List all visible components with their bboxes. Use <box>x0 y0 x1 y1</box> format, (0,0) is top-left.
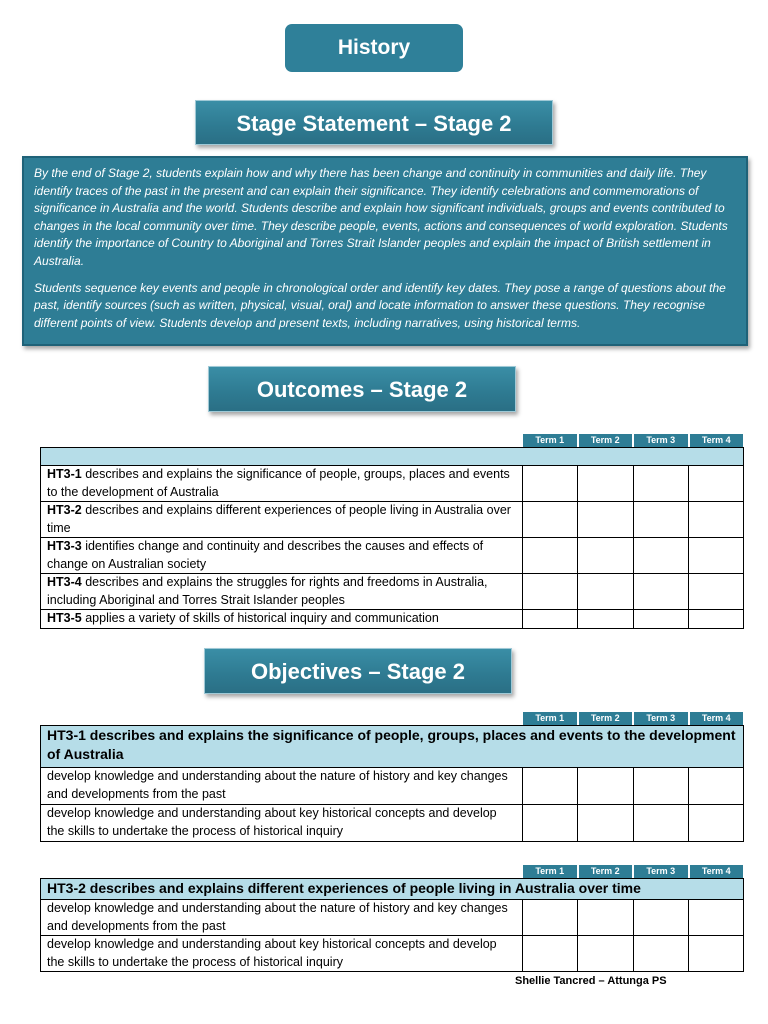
objective-text: develop knowledge and understanding about the nature of history and key changes and developments from the past <box>41 768 523 805</box>
footer-credit: Shellie Tancred – Attunga PS <box>515 975 667 987</box>
objectives-term-header <box>522 711 744 725</box>
outcome-code: HT3-3 <box>47 539 82 553</box>
term-cell[interactable] <box>688 466 743 502</box>
term-label: Term 3 <box>633 711 689 725</box>
term-label: Term 4 <box>689 864 745 878</box>
table-row <box>41 502 744 538</box>
outcome-description: identifies change and continuity and describes the causes and effects of change on Australian society <box>47 539 484 571</box>
objective-text: develop knowledge and understanding about key historical concepts and develop the skills to undertake the process of historical inquiry <box>41 805 523 842</box>
outcome-text <box>41 502 523 538</box>
outcome-description: applies a variety of skills of historical inquiry and communication <box>81 611 439 625</box>
term-cell[interactable] <box>578 466 633 502</box>
term-cell[interactable] <box>633 574 688 610</box>
term-cell[interactable] <box>523 610 578 629</box>
term-label: Term 2 <box>578 711 634 725</box>
term-cell[interactable] <box>688 936 743 972</box>
table-row <box>41 768 744 805</box>
outcomes-term-header <box>522 433 744 447</box>
term-label: Term 2 <box>578 433 634 447</box>
term-label: Term 2 <box>578 864 634 878</box>
stage-statement-paragraph: By the end of Stage 2, students explain how and why there has been change and continuity in communities and daily life. They identify traces of the past in the present and can explain their significance. They identify celebrations and commemorations of significance in Australia and the world. Students describe and explain how significant individuals, groups and events contributed to changes in the local community over time. They describe people, events, actions and consequences of world exploration. Students identify the importance of Country to Aboriginal and Torres Strait Islander peoples and explain the impact of British settlement in Australia. <box>34 166 728 268</box>
term-cell[interactable] <box>578 502 633 538</box>
term-label: Term 3 <box>633 864 689 878</box>
objectives-table-ht3-2 <box>40 878 744 972</box>
objective-group-title: HT3-2 describes and explains different experiences of people living in Australia over time <box>41 879 744 900</box>
term-cell[interactable] <box>523 936 578 972</box>
outcome-description: describes and explains different experiences of people living in Australia over time <box>47 503 511 535</box>
term-cell[interactable] <box>633 805 688 842</box>
term-cell[interactable] <box>578 768 633 805</box>
term-label: Term 4 <box>689 711 745 725</box>
term-cell[interactable] <box>578 538 633 574</box>
objective-group-header <box>41 726 744 768</box>
objectives-table-ht3-1 <box>40 725 744 842</box>
term-cell[interactable] <box>578 610 633 629</box>
term-cell[interactable] <box>523 466 578 502</box>
table-header-row <box>41 448 744 466</box>
outcome-code: HT3-5 <box>47 611 82 625</box>
term-label: Term 3 <box>633 433 689 447</box>
table-row <box>41 936 744 972</box>
outcome-code: HT3-1 <box>47 467 82 481</box>
term-cell[interactable] <box>688 768 743 805</box>
term-cell[interactable] <box>633 466 688 502</box>
term-label: Term 1 <box>522 864 578 878</box>
outcome-code: HT3-2 <box>47 503 82 517</box>
table-row <box>41 466 744 502</box>
table-row <box>41 900 744 936</box>
table-row <box>41 805 744 842</box>
objective-group-header <box>41 879 744 900</box>
objectives-heading: Objectives – Stage 2 <box>204 648 512 694</box>
term-cell[interactable] <box>688 502 743 538</box>
term-cell[interactable] <box>578 936 633 972</box>
outcome-code: HT3-4 <box>47 575 82 589</box>
outcome-description: describes and explains the struggles for rights and freedoms in Australia, including Aboriginal and Torres Strait Islander peoples <box>47 575 488 607</box>
objective-text: develop knowledge and understanding about the nature of history and key changes and developments from the past <box>41 900 523 936</box>
page-title: History <box>285 24 463 72</box>
term-cell[interactable] <box>523 900 578 936</box>
outcome-description: describes and explains the significance of people, groups, places and events to the development of Australia <box>47 467 510 499</box>
term-cell[interactable] <box>578 574 633 610</box>
term-cell[interactable] <box>633 936 688 972</box>
term-cell[interactable] <box>523 502 578 538</box>
term-cell[interactable] <box>633 900 688 936</box>
term-cell[interactable] <box>523 805 578 842</box>
outcome-text <box>41 538 523 574</box>
term-cell[interactable] <box>688 805 743 842</box>
term-cell[interactable] <box>688 538 743 574</box>
table-row <box>41 538 744 574</box>
objective-text: develop knowledge and understanding about key historical concepts and develop the skills to undertake the process of historical inquiry <box>41 936 523 972</box>
outcomes-table <box>40 447 744 629</box>
term-cell[interactable] <box>633 538 688 574</box>
outcome-text <box>41 610 523 629</box>
table-row <box>41 610 744 629</box>
term-cell[interactable] <box>633 610 688 629</box>
term-label: Term 4 <box>689 433 745 447</box>
term-cell[interactable] <box>578 900 633 936</box>
header-band <box>41 448 744 466</box>
term-cell[interactable] <box>688 610 743 629</box>
term-cell[interactable] <box>578 805 633 842</box>
outcome-text <box>41 466 523 502</box>
term-cell[interactable] <box>688 574 743 610</box>
outcomes-heading: Outcomes – Stage 2 <box>208 366 516 412</box>
stage-statement-heading: Stage Statement – Stage 2 <box>195 100 553 145</box>
term-cell[interactable] <box>688 900 743 936</box>
stage-statement-box <box>22 156 748 346</box>
term-cell[interactable] <box>523 574 578 610</box>
stage-statement-paragraph: Students sequence key events and people in chronological order and identify key dates. They pose a range of questions about the past, identify sources (such as written, physical, visual, oral) and locate information to answer these questions. They recognise different points of view. Students develop and present texts, including narratives, using historical terms. <box>34 280 726 330</box>
term-label: Term 1 <box>522 433 578 447</box>
term-label: Term 1 <box>522 711 578 725</box>
term-cell[interactable] <box>633 768 688 805</box>
term-cell[interactable] <box>523 538 578 574</box>
objective-group-title: HT3-1 describes and explains the significance of people, groups, places and events to the development of Australia <box>41 726 744 768</box>
objectives-term-header <box>522 864 744 878</box>
term-cell[interactable] <box>523 768 578 805</box>
term-cell[interactable] <box>633 502 688 538</box>
outcome-text <box>41 574 523 610</box>
table-row <box>41 574 744 610</box>
